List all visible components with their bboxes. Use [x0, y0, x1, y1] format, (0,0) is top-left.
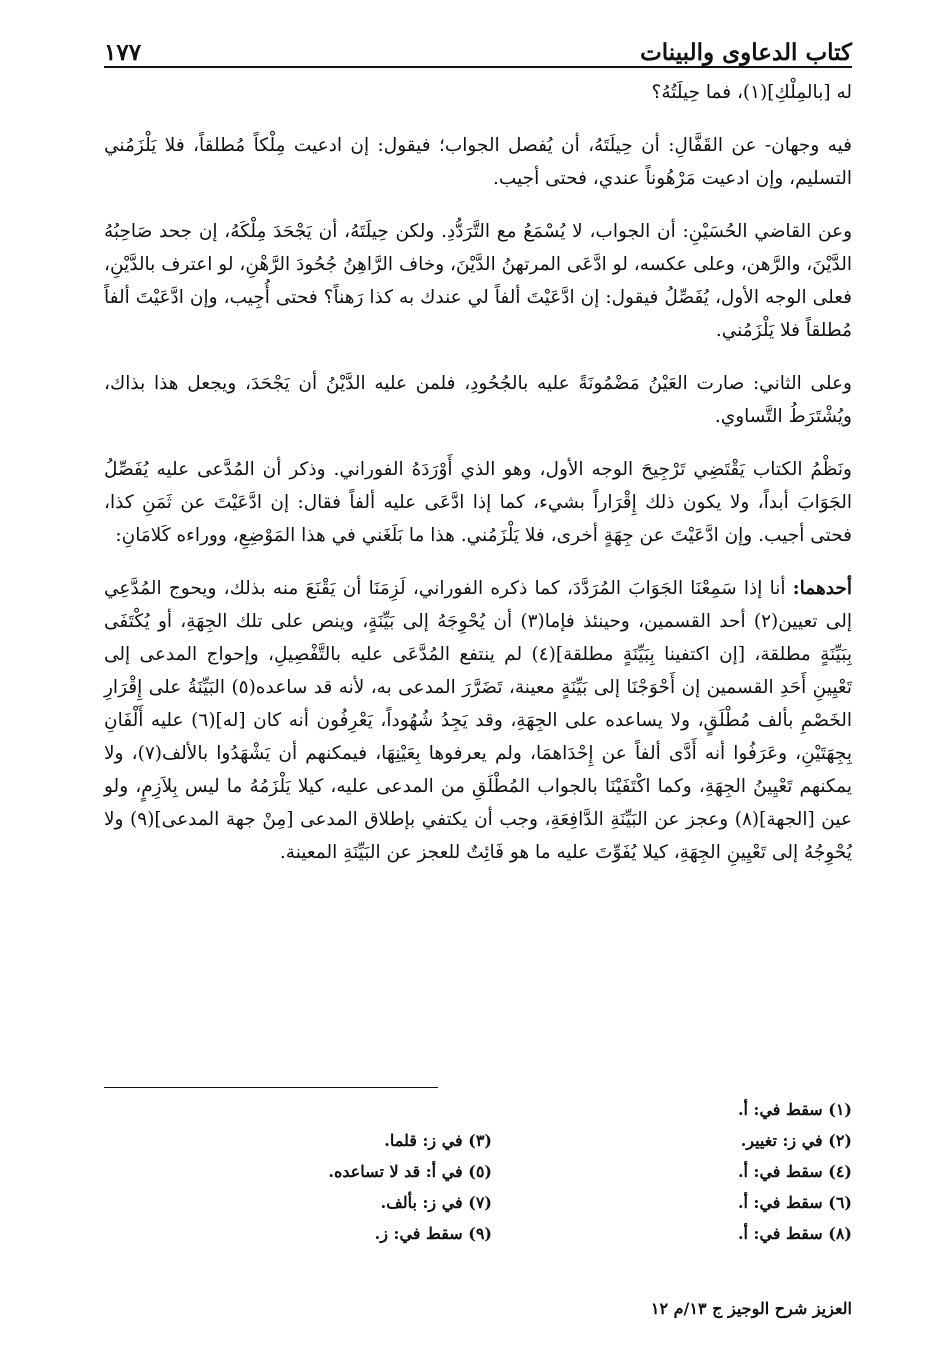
paragraph: وعن القاضي الحُسَيْنِ: أن الجواب، لا يُسْمَعُ مع التَّرَدُّدِ. ولكن حِيلَتَهُ، أن يَجْحَدَ مِلْكَهُ، إن جحد صَاحِبُهُ الدَّيْنَ، والرَّهن، وعلى عكسه، لو ادَّعَى المرتهنُ الدَّيْنَ، وخاف الرَّاهِنُ جُحُودَ الرَّهْنِ، لو اعترف بالدَّيْنِ، فعلى الوجه الأول، يُفَصِّلُ فيقول: إن ادَّعَيْتَ ألفاً لي عندك به كذا رَهناً؟ فحتى أُجِيب، وإن ادَّعَيْتَ ألفاً مُطلقاً فلا يَلْزَمُني. [104, 221, 852, 341]
paragraph: فيه وجهان- عن القَفَّالِ: أن حِيلَتَهُ، أن يُفصل الجواب؛ فيقول: إن ادعيت مِلْكاً مُطلقاً، فلا يَلْزَمُني التسليم، وإن ادعيت مَرْهُوناً عندي، فحتى أجيب. [104, 135, 852, 189]
footnote-item: (٣) في ز: قلما. [384, 1131, 492, 1150]
paragraph-body: أنا إذا سَمِعْنَا الجَوَابَ المُرَدَّدَ، كما ذكره الفوراني، لَزِمَنَا أن يَقْنَعَ منه بذلك، ويحوج المُدَّعِي إلى تعيين(٢) أحد القسمين، وحينئذ فإما(٣) أن يُحْوِجَهُ إلى بَيِّنَةٍ، وينص على تلك الجِهَةِ، أو يُكْتَفَى بِبَيِّنَةٍ مطلقة، [إن اكتفينا بِبَيِّنَةٍ مطلقة](٤) لم ينتفع المُدَّعَى عليه بالتَّفْصِيلِ، وإحواج المدعى إلى تَعْيِينِ أَحَدِ القسمين إن أَحْوَجْنَا إلى بَيِّنَةٍ معينة، تَضَرَّرَ المدعى به، لأنه قد ساعده(٥) البَيِّنَةُ على إِقْرَارِ الخَصْمِ بألف مُطْلَقٍ، ولا يساعده على الجِهَةِ، وقد يَجِدُ شُهُوداً، يَعْرِفُون أنه كان [له](٦) عليه أَلْفَانِ بِجِهَتَيْنِ، وعَرَفُوا أنه أَدَّى ألفاً عن إِحْدَاهمَا، ولم يعرفوها بِعَيْنِهَا، فيمكنهم أن يَشْهَدُوا بالألف(٧)، ولا يمكنهم تَعْيِينُ الجِهَةِ، وكما اكْتَفَيْنَا بالجواب المُطْلَقِ من المدعى عليه، كيلا يَلْزَمُهُ ما ليس بِلاَزِمٍ، ولو عين [الجهة](٨) وعجز عن البَيِّنَةِ الدَّافِعَةِ، وجب أن يكتفي بإطلاق المدعى [مِنْ جهة المدعى](٩) ولا يُحْوِجُهُ إلى تَعْيِينِ الجِهَةِ، كيلا يُفَوِّتَ عليه ما هو فَائِتٌ للعجز عن البَيِّنَةِ المعينة. [104, 578, 852, 863]
footnote-item: (٥) في أ: قد لا تساعده. [328, 1162, 492, 1181]
paragraph: وعلى الثاني: صارت العَيْنُ مَضْمُونَةً عليه بالجُحُودِ، فلمن عليه الدَّيْنُ أن يَجْحَدَ، ويجعل هذا بذاك، ويُشْتَرَطُ التَّساوي. [104, 373, 852, 427]
footnote-item: (٧) في ز: بألف. [380, 1193, 492, 1212]
paragraph: ونَظْمُ الكتاب يَقْتَضِي تَرْجِيحَ الوجه الأول، وهو الذي أَوْرَدَهُ الفوراني. وذكر أن المُدَّعى عليه يُفَصِّلُ الجَوَابَ أبداً، ولا يكون ذلك إِقْرَاراً بشيء، كما إذا ادَّعَى عليه ألفاً فقال: إن ادَّعَيْتَ عن ثَمَنِ كذا، فحتى أجيب. وإن ادَّعَيْتَ عن جِهَةٍ أخرى، فلا يَلْزَمُني. هذا ما بَلَغَني في هذا المَوْضِعِ، ووراءه كَلامَانِ: [104, 459, 852, 546]
book-title: كتاب الدعاوى والبينات [640, 39, 852, 66]
paragraph [104, 572, 852, 869]
footnote-item: (١) سقط في: أ. [737, 1100, 852, 1119]
header-rule [104, 66, 852, 68]
footnote-item: (٩) سقط في: ز. [374, 1224, 492, 1243]
footnote-item: (٤) سقط في: أ. [737, 1162, 852, 1181]
footnote-item: (٢) في ز: تغيير. [740, 1131, 852, 1150]
page-number: ١٧٧ [104, 39, 142, 66]
running-head [104, 22, 852, 66]
body-text [104, 76, 852, 869]
footnote-item: (٨) سقط في: أ. [737, 1224, 852, 1243]
signature-line: العزيز شرح الوجيز ج ١٣/م ١٢ [650, 1299, 852, 1318]
footnote-rule [104, 1087, 438, 1088]
paragraph-lead: أحدهما: [792, 578, 852, 599]
footnotes-left-column [162, 1094, 492, 1249]
footnote-item: (٦) سقط في: أ. [737, 1193, 852, 1212]
footnotes [104, 1094, 852, 1249]
paragraph: له [بالمِلْكِ](١)، فما حِيلَتُهُ؟ [651, 82, 852, 103]
footnotes-right-column [492, 1094, 852, 1249]
